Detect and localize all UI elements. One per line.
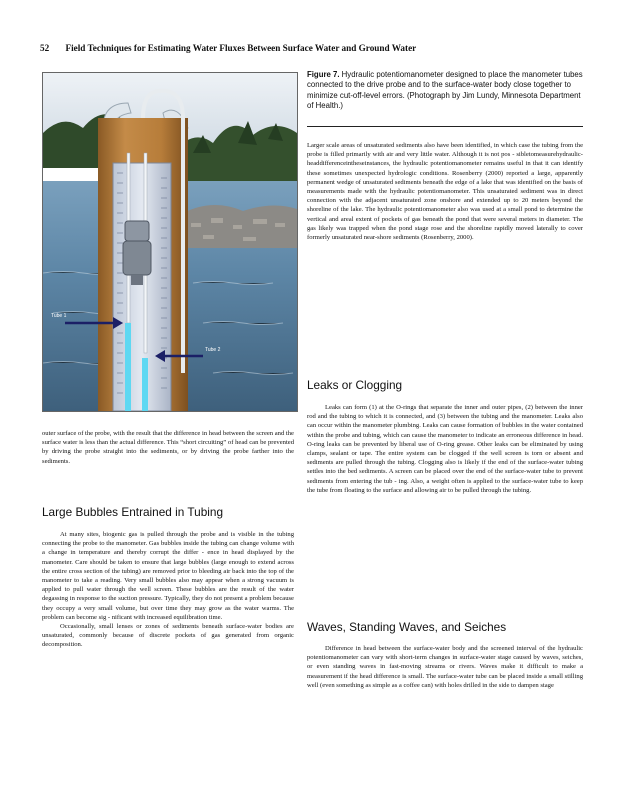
photo-illustration [43, 73, 297, 411]
running-header [40, 43, 580, 53]
running-title: Field Techniques for Estimating Water Fluxes Between Surface Water and Ground Water [65, 43, 417, 53]
left-column-bubbles [42, 530, 294, 650]
figure-caption [307, 70, 583, 112]
annotation-tube-2: Tube 2 [205, 347, 221, 353]
annotation-tube-1: Tube 1 [51, 313, 67, 319]
tube-1-water-column [125, 323, 131, 411]
pump-housing [125, 221, 149, 241]
tube-2-water-column [142, 358, 148, 411]
right-column-leaks [307, 403, 583, 495]
figure-caption-text: Hydraulic potentiomanometer designed to place the manometer tubes connected to the drive probe and to the surface-water body close together to minimize cut-off-level errors. (Photograph by Jim Lundy, Minnesota Department of Health.) [307, 70, 583, 111]
paragraph-waves: Difference in head between the surface-water body and the screened interval of the hydraulic potentiomanometer can vary with short-term changes in surface-water stage caused by waves, seiches, or even standing waves in fast-moving streams or rivers. Waves make it difficult to make a measurement if the head difference is small. The surface-water tube can be placed inside a small stilling well (even something as simple as a coffee can) with holes drilled in the side to dampen stage [307, 645, 583, 689]
paragraph-bubbles: At many sites, biogenic gas is pulled through the probe and is visible in the tubing connecting the probe to the manometer. Gas bubbles inside the tubing can change volume with a change in temperature and thereby corrupt the differ - ence in head displayed by the manometer. Care should be taken to ensure that large bubbles (large enough to extend across the entire cross section of the tubing) are removed prior to bleeding air back into the top of the manometer to take a reading. Very small bubbles also may appear when a strong vacuum is applied to pull water through the well screen. These bubbles are the result of the water degassing in response to the suction pressure. Typically, they do not present a problem because they occupy a very small volume, but over time they may grow as the water warms. The problem can become sig - nificant with increased equilibration time. [42, 531, 294, 621]
page-number: 52 [40, 43, 50, 53]
valve-body [123, 241, 151, 275]
paragraph-unsaturated: Occasionally, small lenses or zones of sediments beneath surface-water bodies are unsaturated, commonly because of discrete pockets of gas generated from organic decomposition. [42, 623, 294, 649]
heading-large-bubbles: Large Bubbles Entrained in Tubing [42, 505, 224, 519]
right-column-waves [307, 644, 583, 690]
left-column-continued [42, 429, 294, 466]
paragraph-leaks: Leaks can form (1) at the O-rings that separate the inner and outer pipes, (2) between the inner rod and the tubing to which it is connected, and (3) between the tubing and the manometer. Leaks also can occur within the manometer plumbing. Leaks can cause formation of bubbles in the water contained within the probe and tubing, which can cause the manometer to indicate an erroneous difference in head. O-ring leaks can be prevented by liberal use of O-ring grease. Other leaks can be eliminated by using clamps, sealant or tape. The entire system can be clogged if the well screen is torn or absent and sediments are pulled through the tubing. Clogging also is likely if the end of the surface-water tubing settles into the bed sediments. A screen can be placed over the end of the surface-water tube to prevent sediments from entering the tub - ing. Also, a weight often is applied to the surface-water tube to keep the tube from floating to the surface and allowing air to be pulled through the tubing. [307, 404, 583, 494]
caption-rule [307, 126, 583, 127]
paragraph-unsaturated-areas: Larger scale areas of unsaturated sediments also have been identified, in which case the tubing from the probe is filled primarily with air and very little water. Although it is not pos - sibletomeasurehydraulic-headdifferenceintheseinstances, the hydraulic potentiomanometer remains useful in that it can identify these sometimes unexpected hydrologic conditions. Rosenberry (2000) reported a large, apparently permanent wedge of unsaturated sediments beneath the edge of a lake that was identified on the basis of measurements made with the hydraulic potentiomanometer. This unsaturated sediment was in direct connection with the adjacent unsaturated zone onshore and extended up to 20 meters beyond the shoreline of the lake. The hydraulic potentiomanometer also was used at a small pond to determine the vertical and areal extent of pockets of gas beneath the pond that were several meters in diameter. The gas likely was trapped when the pond stage rose and the shoreline rapidly moved laterally to cover formerly unsaturated near-shore sediments (Rosenberry, 2000). [307, 142, 583, 242]
paragraph-short-circuit: outer surface of the probe, with the result that the difference in head between the screen and the surface water is less than the actual difference. This “short circuiting” of head can be prevented by driving the probe straight into the sediments, or by driving the probe farther into the sediments. [42, 430, 294, 465]
heading-waves: Waves, Standing Waves, and Seiches [307, 620, 507, 634]
figure-photograph [42, 72, 298, 412]
figure-label: Figure 7. [307, 70, 340, 79]
right-column-intro [307, 141, 583, 242]
heading-leaks: Leaks or Clogging [307, 378, 403, 392]
